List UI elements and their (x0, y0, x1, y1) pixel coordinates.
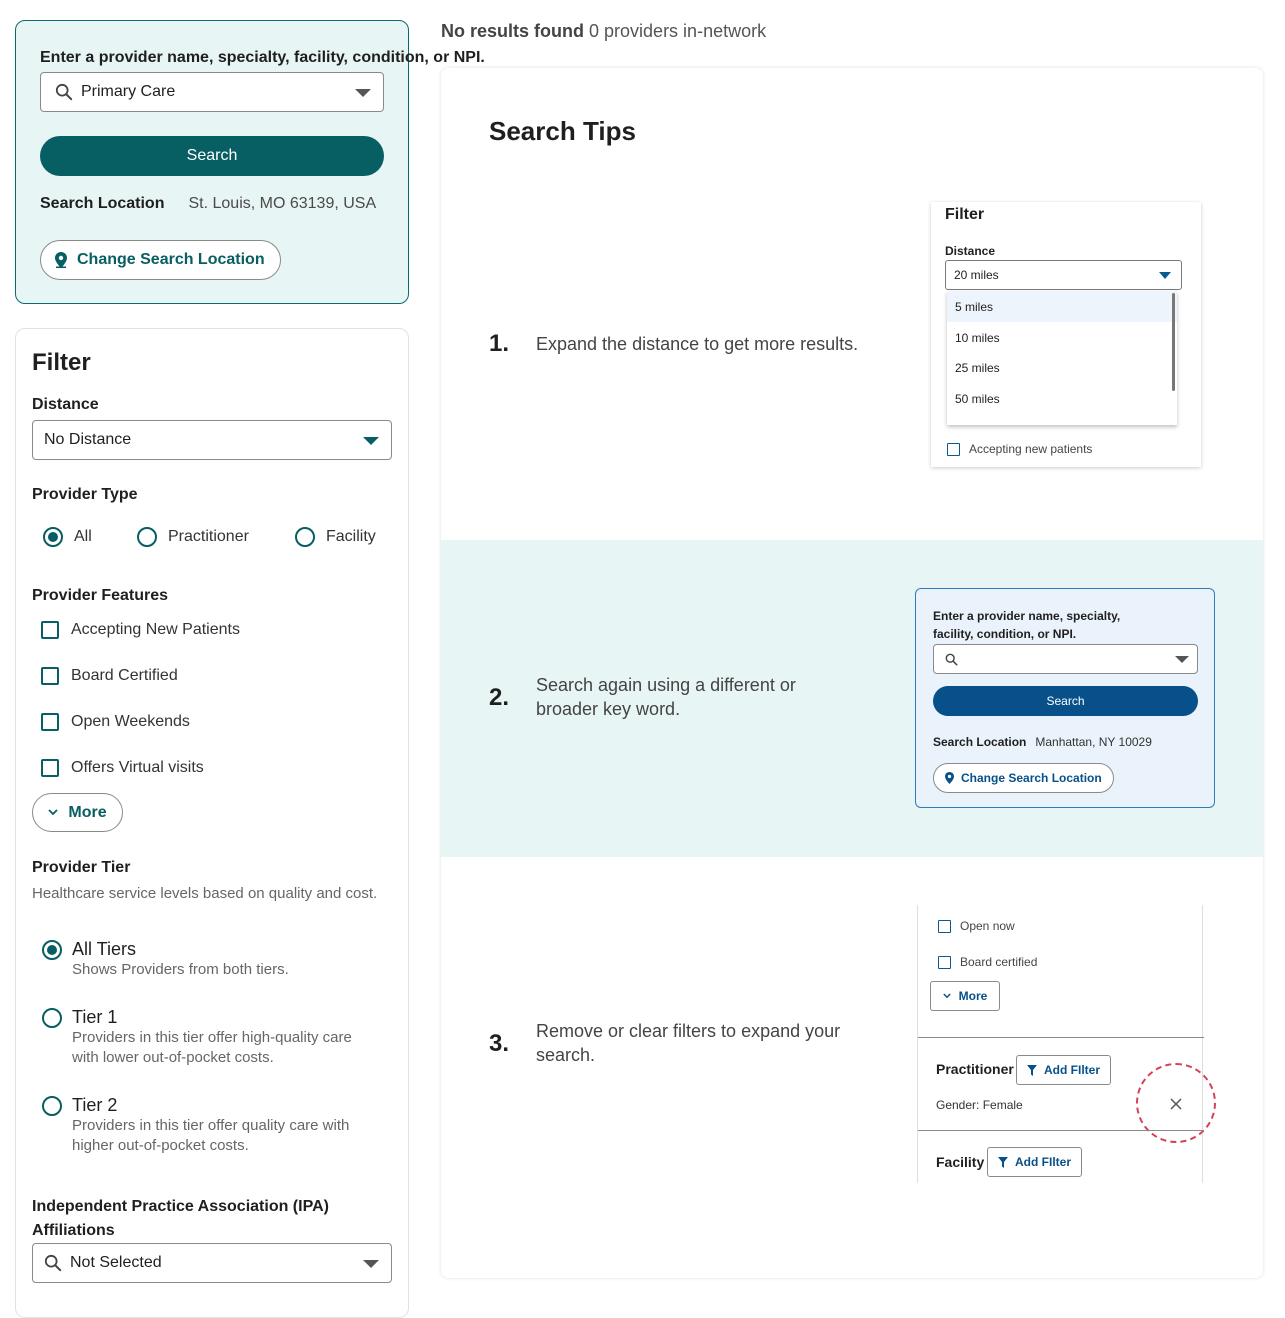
mock-divider (918, 1130, 1204, 1131)
mock-add-filter-button (1016, 1055, 1111, 1085)
mock-checkbox-label: Accepting new patients (969, 442, 1093, 456)
radio-tier-2[interactable] (42, 1095, 382, 1156)
mock-checkbox-label: Board certified (960, 955, 1038, 969)
mock-search-button: Search (933, 686, 1198, 716)
tip-2-illustration (915, 588, 1215, 808)
checkbox-icon (947, 443, 960, 456)
tip-1-text: Expand the distance to get more results. (536, 334, 859, 354)
tier-description: Providers in this tier offer quality care with higher out-of-pocket costs. (72, 1117, 350, 1154)
mock-checkbox-label: Open now (960, 919, 1015, 933)
ipa-label: Independent Practice Association (IPA) Affiliations (32, 1198, 329, 1239)
radio-provider-type-all[interactable] (43, 527, 92, 547)
tip-3-text: Remove or clear filters to expand your search. (536, 1021, 841, 1065)
search-panel (15, 20, 485, 304)
tip-1-number: 1. (489, 330, 510, 357)
dropdown-caret-icon[interactable] (355, 89, 371, 97)
filter-panel (15, 328, 409, 1318)
tip-2-number: 2. (489, 684, 510, 711)
search-icon (945, 653, 958, 666)
distance-label: Distance (32, 396, 99, 413)
search-icon (44, 1254, 62, 1272)
mock-more-button (930, 981, 1000, 1011)
checkbox-icon (938, 956, 951, 969)
more-features-button[interactable] (32, 793, 123, 832)
mock-location-label: Search Location (933, 735, 1027, 749)
mock-facility-label: Facility (936, 1154, 985, 1170)
provider-tier-label: Provider Tier (32, 859, 131, 876)
mock-location-row (933, 735, 1152, 749)
mock-caret-icon (1175, 656, 1189, 663)
checkbox-label: Board Certified (71, 667, 178, 684)
provider-type-label: Provider Type (32, 486, 138, 503)
mock-add-filter-label: Add FIlter (1044, 1063, 1100, 1077)
mock-more-label: More (958, 989, 988, 1003)
map-pin-icon (55, 252, 67, 268)
more-label: More (68, 803, 107, 821)
mock-change-location-button (933, 763, 1114, 793)
mock-checkbox-board-certified (938, 955, 1037, 969)
filter-icon (1027, 1065, 1037, 1076)
checkbox-label: Accepting New Patients (71, 621, 240, 638)
distance-caret-icon (363, 437, 379, 445)
search-button[interactable]: Search (40, 136, 384, 176)
tip-1-illustration (931, 202, 1201, 467)
radio-unselected-icon (42, 1008, 62, 1028)
mock-checkbox-open-now (938, 919, 1015, 933)
filter-icon (998, 1157, 1008, 1168)
checkbox-label: Open Weekends (71, 713, 190, 730)
search-input[interactable] (40, 72, 384, 112)
results-count: 0 providers in-network (589, 21, 767, 41)
provider-tier-description: Healthcare service levels based on quality and cost. (32, 885, 378, 902)
checkbox-virtual-visits[interactable] (41, 759, 204, 777)
checkbox-board-certified[interactable] (41, 667, 178, 685)
mock-add-filter-label: Add FIlter (1015, 1155, 1071, 1169)
tier-description: Providers in this tier offer high-quality care with lower out-of-pocket costs. (72, 1029, 352, 1066)
tip-3-illustration (917, 905, 1203, 1183)
distance-value: No Distance (44, 431, 132, 448)
radio-selected-icon (42, 940, 62, 960)
tip-2-text: Search again using a different or broader key word. (536, 675, 796, 719)
mock-add-filter-button (987, 1147, 1082, 1177)
radio-provider-type-facility[interactable] (295, 527, 376, 547)
ipa-value: Not Selected (70, 1254, 162, 1271)
mock-gender-filter: Gender: Female (936, 1098, 1023, 1112)
map-pin-icon (945, 772, 954, 784)
search-location-value: St. Louis, MO 63139, USA (188, 195, 377, 212)
tier-name: Tier 1 (72, 1007, 118, 1027)
radio-selected-icon (43, 527, 63, 547)
provider-features-label: Provider Features (32, 587, 169, 604)
checkbox-label: Offers Virtual visits (71, 759, 204, 776)
mock-option: 25 miles (955, 361, 1000, 375)
radio-tier-all[interactable] (42, 939, 382, 980)
chevron-down-icon (48, 809, 58, 816)
mock-checkbox (947, 442, 1092, 456)
ipa-caret-icon (363, 1260, 379, 1268)
search-icon (55, 83, 73, 101)
checkbox-icon (938, 920, 951, 933)
mock-practitioner-label: Practitioner (936, 1061, 1014, 1077)
results-summary (441, 21, 766, 42)
search-tips-card (441, 68, 1263, 1278)
mock-divider (918, 1037, 1204, 1038)
change-location-button[interactable] (40, 240, 281, 280)
mock-distance-value: 20 miles (954, 268, 999, 282)
change-location-label: Change Search Location (77, 251, 265, 268)
highlight-circle (1136, 1063, 1216, 1143)
search-location-label: Search Location (40, 195, 165, 212)
radio-unselected-icon (42, 1096, 62, 1116)
checkbox-icon (41, 713, 59, 731)
mock-search-input (933, 644, 1198, 674)
radio-label: Facility (326, 528, 376, 545)
mock-caret-icon (1159, 272, 1171, 279)
tip-3-number: 3. (489, 1030, 510, 1057)
radio-tier-1[interactable] (42, 1007, 382, 1068)
search-value: Primary Care (81, 83, 176, 100)
radio-label: All (74, 528, 92, 545)
checkbox-open-weekends[interactable] (41, 713, 190, 731)
mock-option: 10 miles (955, 330, 1000, 345)
mock-distance-label: Distance (945, 244, 996, 258)
radio-provider-type-practitioner[interactable] (137, 527, 249, 547)
search-label: Enter a provider name, specialty, facility, condition, or NPI. (40, 49, 485, 66)
ipa-select[interactable] (32, 1243, 392, 1283)
mock-option: 50 miles (955, 391, 1000, 406)
tier-description: Shows Providers from both tiers. (72, 961, 289, 978)
checkbox-icon (41, 621, 59, 639)
checkbox-icon (41, 667, 59, 685)
mock-distance-select (945, 260, 1182, 290)
mock-distance-options (947, 291, 1177, 425)
checkbox-accepting-new-patients[interactable] (41, 621, 240, 639)
radio-unselected-icon (137, 527, 157, 547)
chevron-down-icon (943, 993, 951, 999)
mock-filter-title: Filter (945, 206, 985, 223)
mock-scrollbar (1172, 293, 1175, 391)
radio-unselected-icon (295, 527, 315, 547)
checkbox-icon (41, 759, 59, 777)
distance-select[interactable] (32, 420, 392, 460)
mock-search-label: Enter a provider name, specialty, facility, condition, or NPI. (933, 609, 1121, 641)
tier-name: All Tiers (72, 939, 137, 959)
filter-title: Filter (32, 349, 91, 376)
search-location-row (40, 195, 376, 213)
mock-change-location-label: Change Search Location (961, 771, 1102, 785)
radio-label: Practitioner (168, 528, 249, 545)
mock-location-value: Manhattan, NY 10029 (1035, 735, 1152, 749)
mock-option: 5 miles (947, 291, 1177, 322)
no-results-text: No results found (441, 21, 584, 41)
search-tips-title: Search Tips (489, 116, 636, 146)
tier-name: Tier 2 (72, 1095, 118, 1115)
